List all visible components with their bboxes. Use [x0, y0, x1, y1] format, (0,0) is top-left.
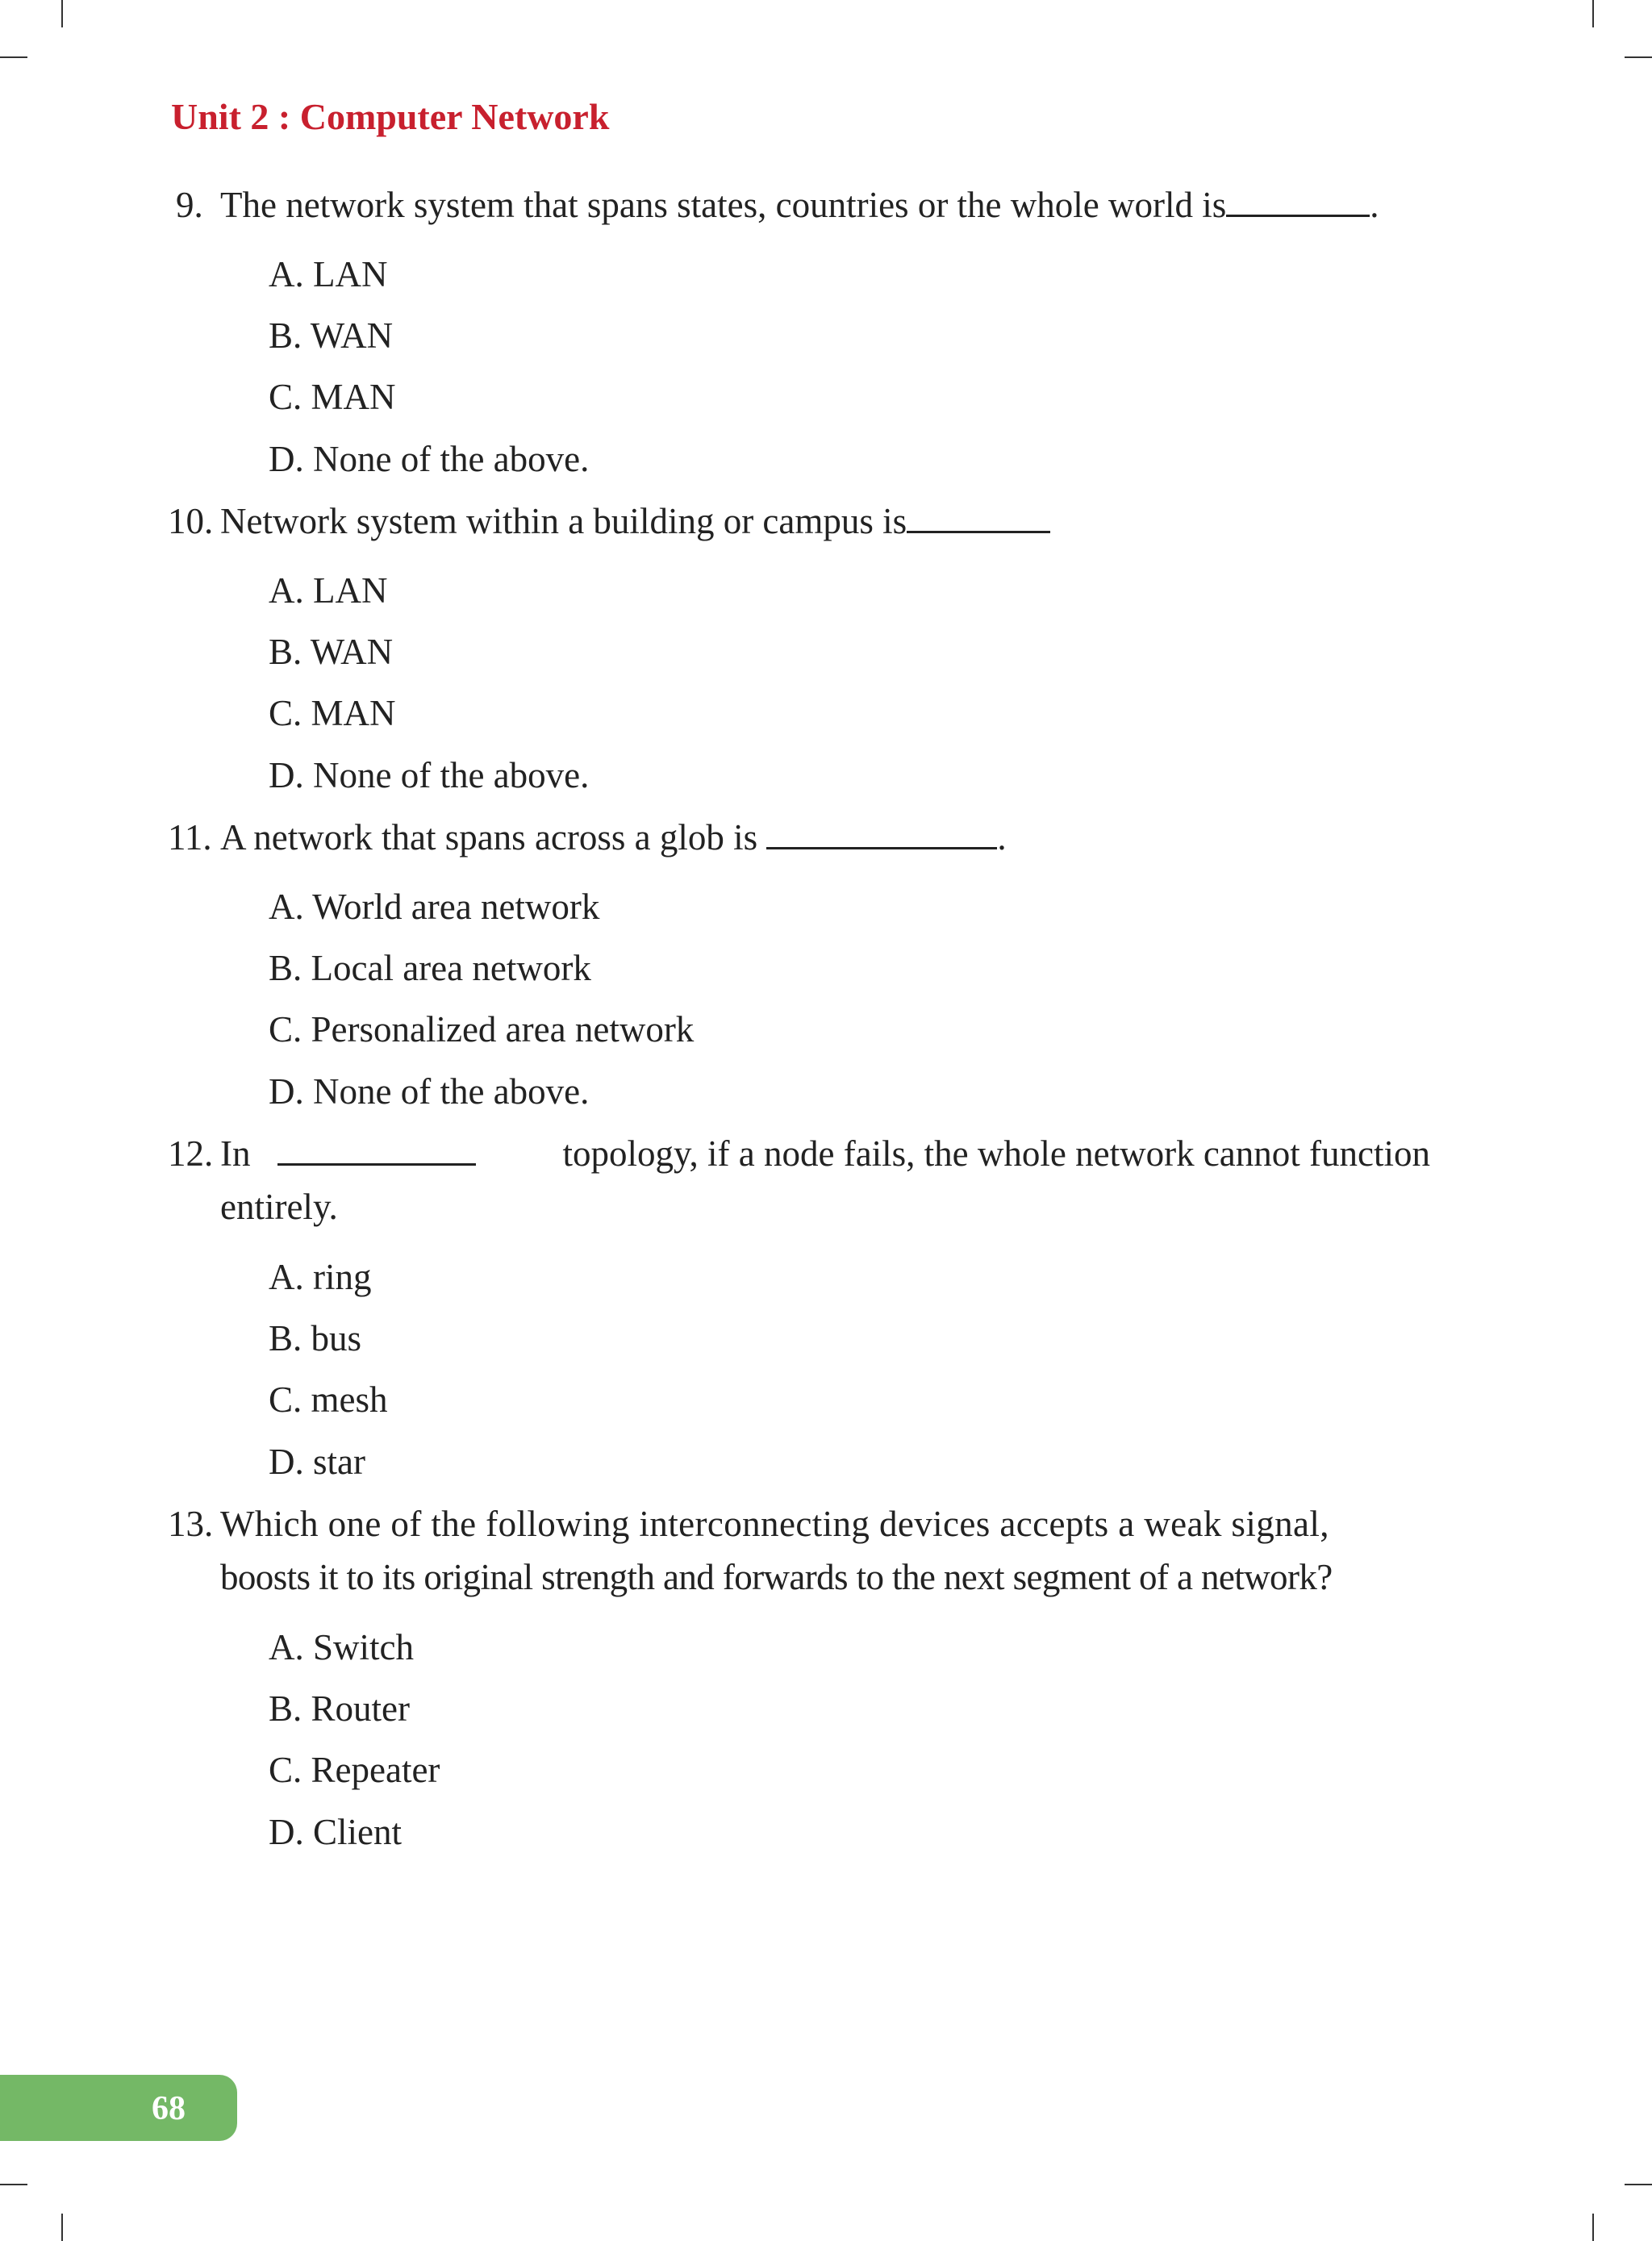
question-number: 11. [168, 817, 212, 858]
crop-mark-top-right-h [1625, 56, 1652, 58]
option-d: D. Client [269, 1812, 402, 1852]
page-number: 68 [152, 2090, 186, 2127]
question-text [220, 817, 1007, 858]
question-number: 10. [168, 501, 214, 541]
question-text [220, 1133, 1430, 1174]
question-stem: Network system within a building or campus is [220, 501, 907, 541]
page-number-tab [0, 2075, 237, 2141]
option-a: A. Switch [269, 1627, 414, 1667]
crop-mark-bottom-left-h [0, 2184, 27, 2185]
option-d: D. None of the above. [269, 755, 590, 795]
answer-blank [1226, 187, 1370, 217]
option-a: A. LAN [269, 254, 388, 294]
question-suffix: . [997, 817, 1007, 858]
question-stem: The network system that spans states, countries or the whole world is [220, 185, 1227, 225]
option-c: C. Repeater [269, 1750, 440, 1790]
question-text-before [220, 1133, 476, 1174]
question-number: 9. [176, 185, 203, 225]
option-a: A. ring [269, 1257, 372, 1297]
option-d: D. None of the above. [269, 439, 590, 479]
question-13-line-2: boosts it to its original strength and forwards to the next segment of a network? [220, 1557, 1333, 1597]
question-stem-start: In [220, 1133, 251, 1174]
option-b: B. WAN [269, 315, 394, 356]
question-text-after: topology, if a node fails, the whole network cannot function [562, 1133, 1430, 1174]
answer-blank [277, 1136, 476, 1166]
crop-mark-top-left-h [0, 56, 27, 58]
option-c: C. MAN [269, 693, 396, 733]
crop-mark-bottom-left [61, 2214, 63, 2241]
question-stem: A network that spans across a glob is [220, 817, 758, 858]
question-text [220, 503, 1050, 540]
crop-mark-top-left [61, 0, 63, 27]
question-number: 13. [168, 1504, 214, 1544]
question-number: 12. [168, 1133, 214, 1174]
option-b: B. bus [269, 1318, 362, 1358]
answer-blank [766, 820, 997, 849]
option-c: C. Personalized area network [269, 1009, 695, 1050]
unit-title: Unit 2 : Computer Network [171, 96, 610, 137]
option-d: D. None of the above. [269, 1071, 590, 1112]
question-text-line-1: Which one of the following interconnecting devices accepts a weak signal, [220, 1504, 1329, 1544]
option-a: A. LAN [269, 570, 388, 611]
crop-mark-bottom-right [1592, 2214, 1594, 2241]
option-d: D. star [269, 1442, 365, 1482]
option-c: C. MAN [269, 377, 396, 417]
crop-mark-bottom-right-h [1625, 2184, 1652, 2185]
question-text [220, 187, 1379, 223]
answer-blank [907, 503, 1050, 533]
option-c: C. mesh [269, 1379, 388, 1420]
option-a: A. World area network [269, 887, 600, 927]
option-b: B. WAN [269, 632, 394, 672]
option-b: B. Local area network [269, 948, 591, 988]
option-b: B. Router [269, 1688, 410, 1729]
crop-mark-top-right [1592, 0, 1594, 27]
question-12-line-2: entirely. [220, 1187, 338, 1227]
question-suffix: . [1370, 185, 1379, 225]
